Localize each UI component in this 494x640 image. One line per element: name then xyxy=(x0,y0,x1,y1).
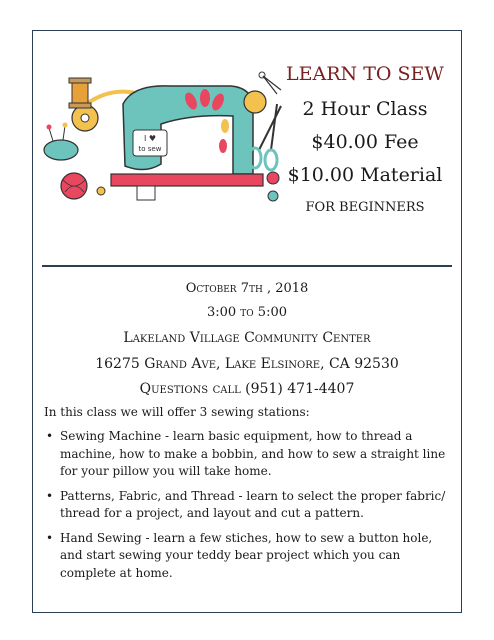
machine-label: I ♥ xyxy=(143,134,157,143)
contact-phone: Questions call (951) 471-4407 xyxy=(139,381,355,397)
station-item-hand-sewing: • Hand Sewing - learn a few stiches, how to sew a button hole, and start sewing your teddy bear project which you can complete at home. xyxy=(44,530,449,583)
station-item-sewing-machine: • Sewing Machine - learn basic equipment, how to thread a machine, how to make a bobbin, and how to sew a straight line for your pillow you will take home. xyxy=(44,428,449,481)
stations-list xyxy=(44,428,449,589)
event-venue: Lakeland Village Community Center xyxy=(123,330,371,346)
stations-intro: In this class we will offer 3 sewing stations: xyxy=(44,405,310,419)
sewing-machine-icon xyxy=(111,86,266,200)
pincushion-icon xyxy=(44,123,78,161)
section-divider xyxy=(42,265,452,267)
class-duration: 2 Hour Class xyxy=(302,98,428,120)
yarn-ball-icon xyxy=(61,173,87,199)
sewing-illustration xyxy=(41,46,286,211)
event-address: 16275 Grand Ave, Lake Elsinore, CA 92530 xyxy=(95,356,399,372)
safety-pin-icon xyxy=(259,72,281,94)
class-headline xyxy=(280,62,450,215)
event-date: October 7th , 2018 xyxy=(185,281,309,296)
svg-text:to sew: to sew xyxy=(138,145,162,153)
scissors-icon xyxy=(249,104,281,170)
audience-label: FOR BEGINNERS xyxy=(305,200,425,215)
station-item-patterns: • Patterns, Fabric, and Thread - learn to select the proper fabric/ thread for a project, and layout and cut a pattern. xyxy=(44,488,449,523)
thread-spool-icon xyxy=(69,78,91,108)
event-time: 3:00 to 5:00 xyxy=(206,305,288,320)
class-fee: $40.00 Fee xyxy=(311,131,419,153)
material-fee: $10.00 Material xyxy=(287,164,443,186)
class-title: LEARN TO SEW xyxy=(286,63,444,85)
